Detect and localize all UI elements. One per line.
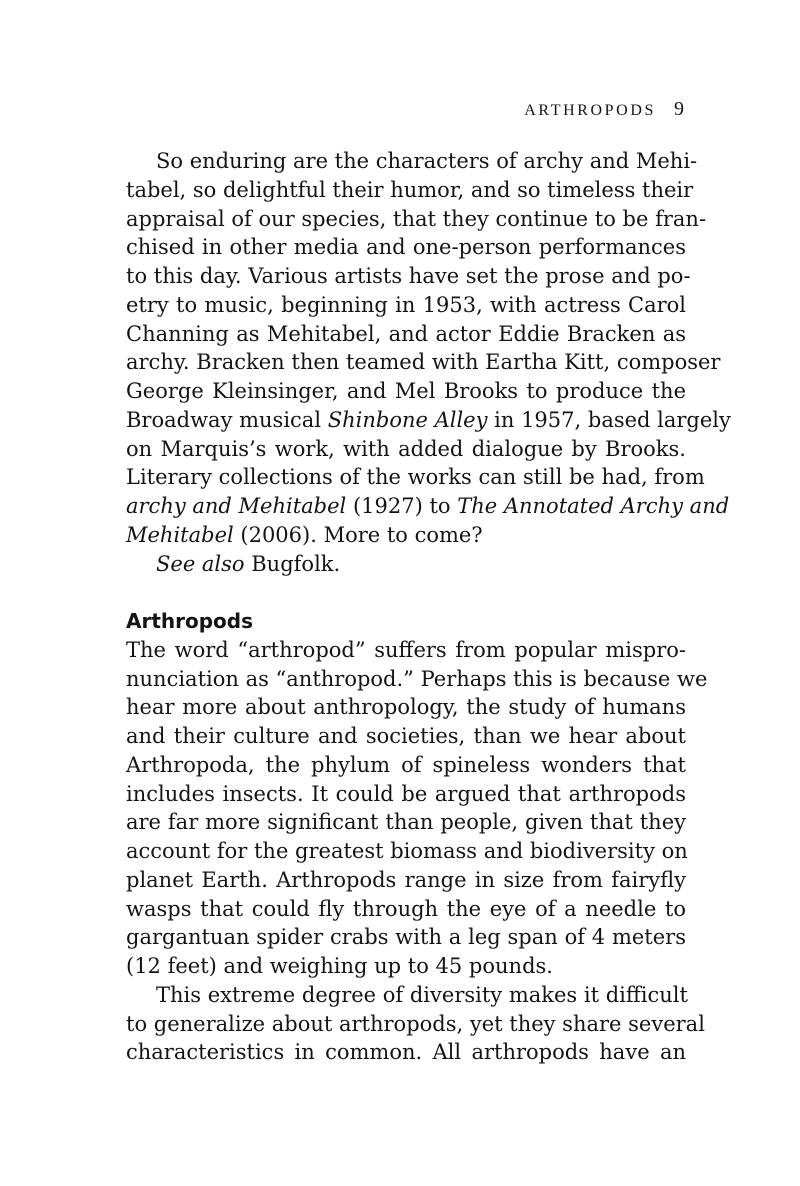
text-line	[126, 521, 686, 550]
text-segment: and their culture and societies, than we hear about	[126, 724, 686, 748]
text-line	[126, 435, 686, 464]
text-segment: wasps that could fly through the eye of a needle to	[126, 896, 686, 921]
text-segment: Channing as Mehitabel, and actor Eddie Bracken as	[126, 321, 686, 346]
text-segment: to this day. Various artists have set the prose and po-	[126, 264, 691, 288]
text-segment: are far more significant than people, given that they	[126, 810, 686, 835]
text-line	[126, 665, 708, 694]
running-head-title: ARTHROPODS	[524, 102, 656, 119]
section-body	[126, 636, 708, 1067]
paragraph	[126, 147, 731, 550]
text-segment: in 1957, based largely	[487, 407, 731, 432]
italic-text: See also	[156, 551, 245, 576]
text-line	[126, 866, 686, 895]
text-line	[126, 406, 731, 435]
text-line	[126, 492, 730, 521]
page-number: 9	[674, 98, 684, 120]
italic-text: archy and Mehitabel	[126, 494, 347, 518]
intro-text	[126, 147, 731, 578]
text-line	[126, 923, 686, 952]
text-line	[126, 320, 686, 349]
text-line	[126, 952, 686, 981]
text-segment: The word “arthropod” suffers from popular mispro-	[126, 637, 686, 662]
text-line	[126, 463, 705, 492]
text-segment: Bugfolk.	[244, 551, 341, 576]
text-segment: appraisal of our species, that they continue to be fran-	[126, 206, 707, 231]
text-line	[126, 348, 721, 377]
text-line	[126, 291, 686, 320]
text-line	[126, 233, 686, 262]
paragraph	[126, 636, 708, 981]
text-segment: George Kleinsinger, and Mel Brooks to produce the	[126, 379, 686, 403]
text-segment: account for the greatest biomass and biodiversity on	[126, 839, 688, 863]
text-line	[126, 808, 686, 837]
text-segment: This extreme degree of diversity makes it difficult	[156, 982, 688, 1007]
text-line	[126, 636, 686, 665]
text-segment: etry to music, beginning in 1953, with actress Carol	[126, 292, 686, 317]
text-segment: planet Earth. Arthropods range in size from fairyfly	[126, 867, 686, 892]
text-line	[126, 1010, 705, 1039]
text-line	[126, 780, 686, 809]
text-segment: Broadway musical	[126, 407, 328, 432]
text-segment: archy. Bracken then teamed with Eartha Kitt, composer	[126, 350, 721, 375]
text-segment: characteristics in common. All arthropods have an	[126, 1040, 686, 1065]
body-text	[126, 147, 731, 1067]
italic-text: The Annotated Archy and	[457, 494, 730, 518]
text-line	[126, 147, 698, 176]
section-heading: Arthropods	[126, 609, 254, 633]
text-segment: hear more about anthropology, the study of humans	[126, 695, 686, 720]
text-segment: to generalize about arthropods, yet they share several	[126, 1011, 705, 1036]
text-segment: tabel, so delightful their humor, and so timeless their	[126, 177, 694, 202]
text-segment: Arthropoda, the phylum of spineless wonders that	[126, 752, 686, 777]
text-line	[126, 693, 686, 722]
paragraph	[126, 981, 705, 1067]
text-segment: So enduring are the characters of archy and Mehi-	[156, 149, 698, 173]
text-segment: nunciation as “anthropod.” Perhaps this is because we	[126, 666, 708, 691]
text-segment: (12 feet) and weighing up to 45 pounds.	[126, 954, 553, 978]
text-line	[126, 550, 686, 579]
text-line	[126, 205, 707, 234]
text-line	[126, 895, 686, 924]
section-gap	[126, 578, 686, 607]
text-line	[126, 377, 686, 406]
text-line	[126, 981, 686, 1010]
text-line	[126, 1038, 686, 1067]
running-head	[524, 98, 684, 121]
text-line	[126, 751, 686, 780]
italic-text: Mehitabel	[126, 522, 234, 547]
text-segment: gargantuan spider crabs with a leg span of 4 meters	[126, 925, 686, 950]
text-segment: on Marquis’s work, with added dialogue by Brooks.	[126, 436, 686, 461]
text-line	[126, 837, 686, 866]
italic-text: Shinbone Alley	[327, 407, 488, 432]
paragraph	[126, 550, 686, 579]
text-segment: Literary collections of the works can still be had, from	[126, 465, 705, 490]
text-line	[126, 262, 691, 291]
text-segment: (2006). More to come?	[233, 522, 483, 547]
text-line	[126, 722, 686, 751]
text-segment: chised in other media and one-person performances	[126, 235, 686, 260]
text-line	[126, 176, 694, 205]
text-segment: includes insects. It could be argued that arthropods	[126, 781, 686, 806]
text-segment: (1927) to	[346, 494, 458, 518]
